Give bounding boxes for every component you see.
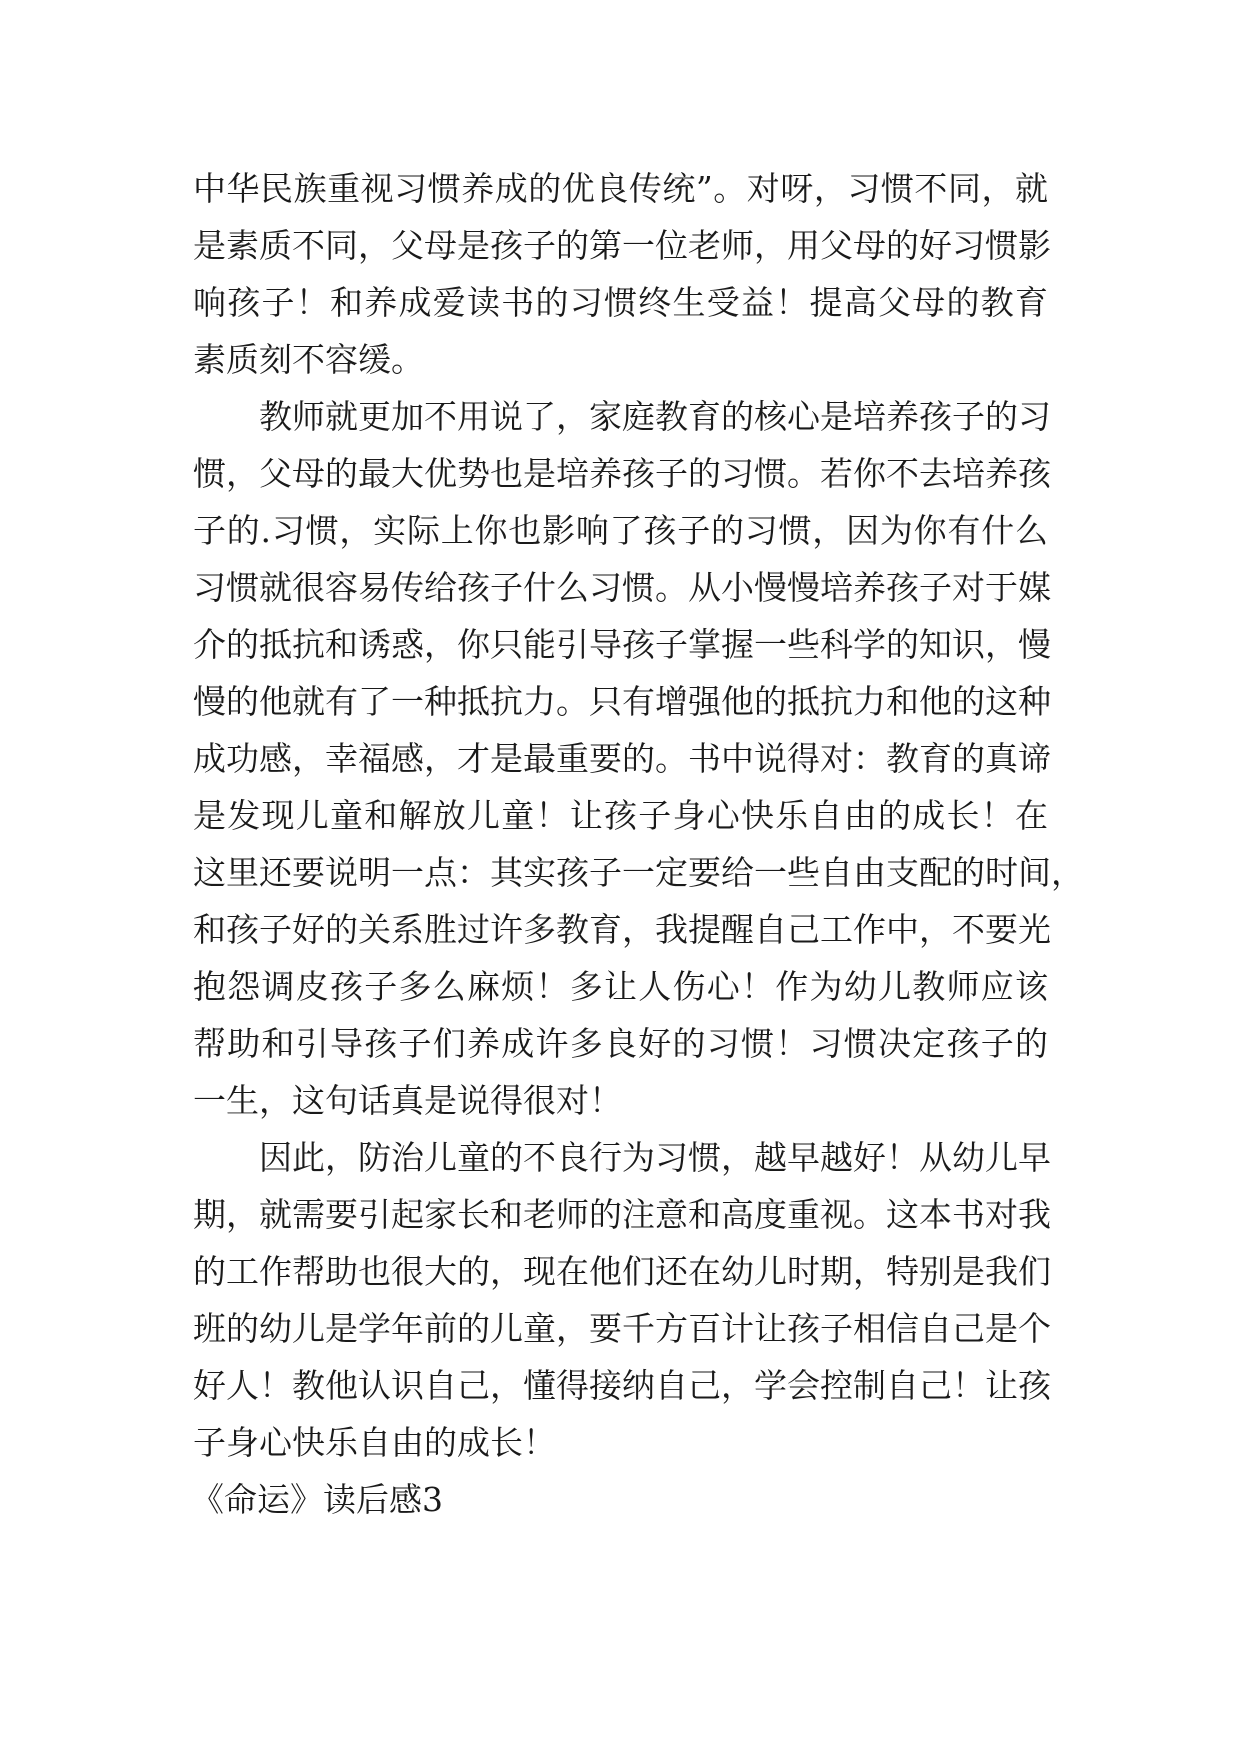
text-line: 和孩子好的关系胜过许多教育，我提醒自己工作中，不要光 [193, 910, 1051, 949]
text-line: 子的.习惯，实际上你也影响了孩子的习惯，因为你有什么 [193, 511, 1048, 550]
text-line: 是素质不同，父母是孩子的第一位老师，用父母的好习惯影 [193, 226, 1051, 265]
text-line: 一生，这句话真是说得很对！ [193, 1081, 622, 1120]
paragraph-3 [193, 1129, 1051, 1471]
text-line: 是发现儿童和解放儿童！让孩子身心快乐自由的成长！在 [193, 796, 1048, 835]
text-line: 子身心快乐自由的成长！ [193, 1423, 556, 1462]
text-line: 响孩子！和养成爱读书的习惯终生受益！提高父母的教育 [193, 283, 1048, 322]
paragraph-1 [193, 160, 1051, 388]
text-line: 抱怨调皮孩子多么麻烦！多让人伤心！作为幼儿教师应该 [193, 967, 1048, 1006]
document-page [191, 160, 1084, 1528]
text-line: 期，就需要引起家长和老师的注意和高度重视。这本书对我 [193, 1195, 1051, 1234]
text-line: 班的幼儿是学年前的儿童，要千方百计让孩子相信自己是个 [193, 1309, 1051, 1348]
text-line: 成功感，幸福感，才是最重要的。书中说得对：教育的真谛 [193, 739, 1051, 778]
text-line: 中华民族重视习惯养成的优良传统”。对呀，习惯不同，就 [193, 169, 1048, 208]
text-line: 这里还要说明一点：其实孩子一定要给一些自由支配的时间， [193, 853, 1084, 892]
paragraph-2 [193, 388, 1084, 1129]
text-line: 好人！教他认识自己，懂得接纳自己，学会控制自己！让孩 [193, 1366, 1051, 1405]
text-line: 因此，防治儿童的不良行为习惯，越早越好！从幼儿早 [259, 1138, 1051, 1177]
text-line: 的工作帮助也很大的，现在他们还在幼儿时期，特别是我们 [193, 1252, 1051, 1291]
text-line: 慢的他就有了一种抵抗力。只有增强他的抵抗力和他的这种 [193, 682, 1051, 721]
text-line: 素质刻不容缓。 [193, 340, 424, 379]
text-line: 习惯就很容易传给孩子什么习惯。从小慢慢培养孩子对于媒 [193, 568, 1051, 607]
text-line: 帮助和引导孩子们养成许多良好的习惯！习惯决定孩子的 [193, 1024, 1048, 1063]
text-line: 惯，父母的最大优势也是培养孩子的习惯。若你不去培养孩 [193, 454, 1051, 493]
text-line: 教师就更加不用说了，家庭教育的核心是培养孩子的习 [259, 397, 1051, 436]
text-line: 介的抵抗和诱惑，你只能引导孩子掌握一些科学的知识，慢 [193, 625, 1051, 664]
section-heading: 《命运》读后感3 [191, 1480, 443, 1519]
